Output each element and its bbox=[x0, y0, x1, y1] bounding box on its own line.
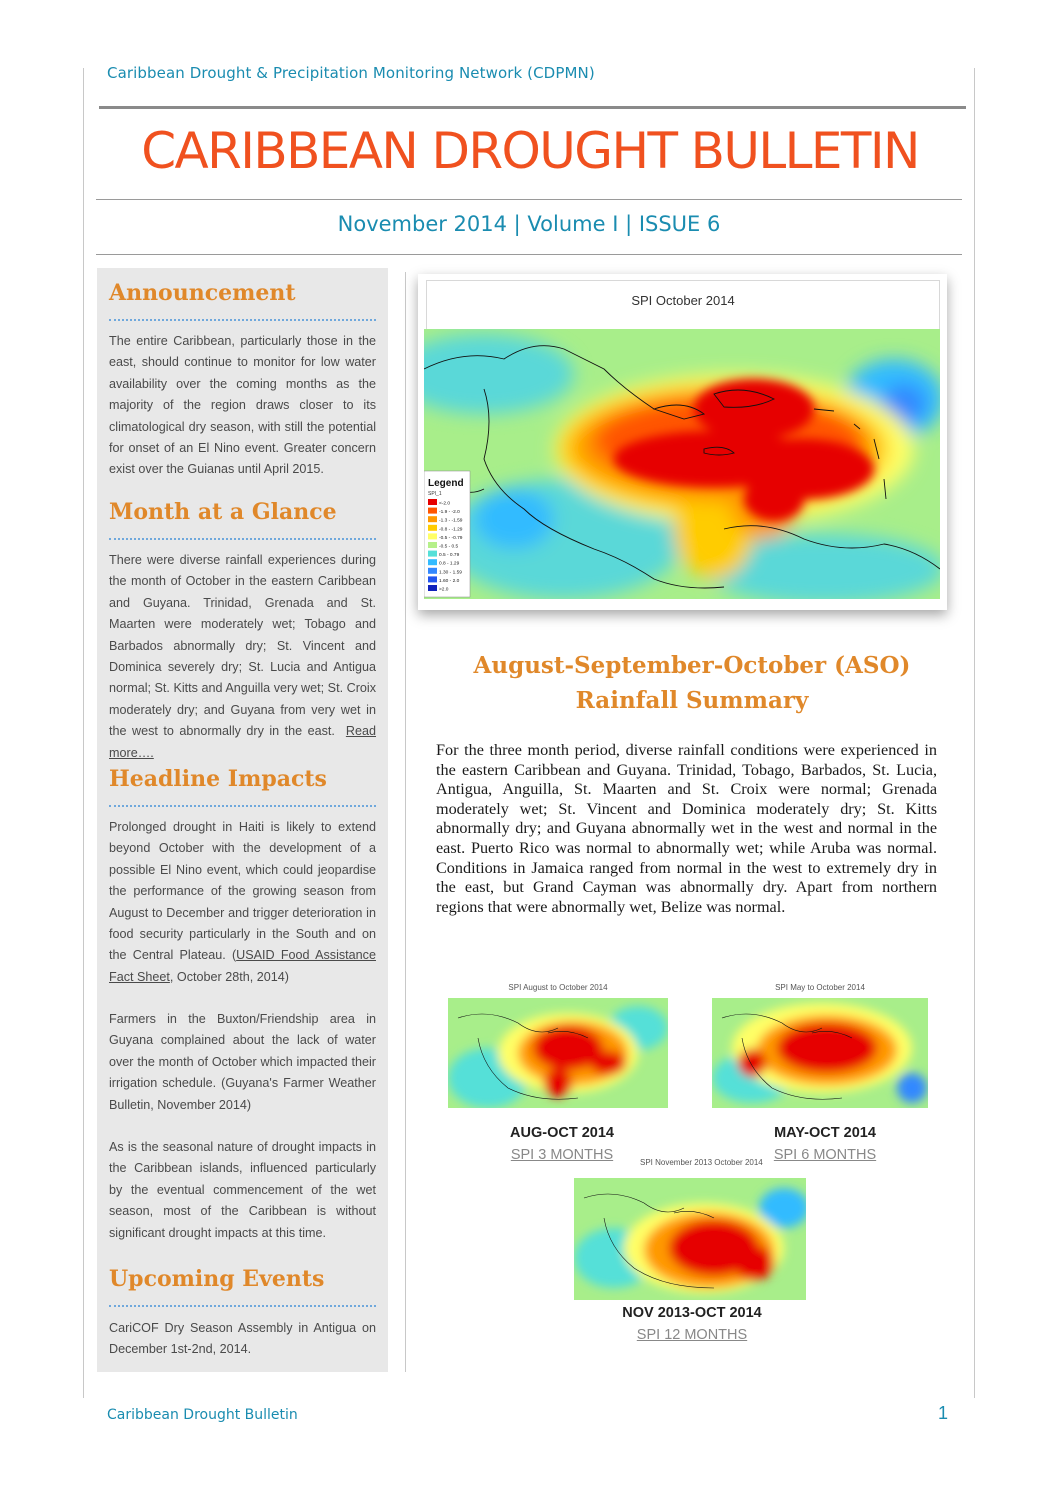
legend-label: -0.5 - -0.79 bbox=[439, 535, 463, 541]
legend-swatch bbox=[428, 516, 437, 522]
legend-swatch bbox=[428, 533, 437, 539]
legend-swatch bbox=[428, 508, 437, 514]
legend-title: Legend bbox=[428, 478, 464, 489]
thumb-caption: SPI November 2013 October 2014 bbox=[640, 1158, 763, 1167]
thumb-may-oct-map bbox=[712, 985, 928, 1108]
legend-label: 0.5 - 0.79 bbox=[439, 553, 460, 559]
page-number: 1 bbox=[938, 1403, 949, 1423]
header-rule bbox=[99, 106, 966, 109]
thumb-aug-oct-map bbox=[448, 985, 668, 1108]
legend-label: -1.3 - -1.59 bbox=[439, 518, 463, 524]
bulletin-title: CARIBBEAN DROUGHT BULLETIN bbox=[141, 122, 919, 180]
thumb-caption: SPI August to October 2014 bbox=[508, 983, 608, 992]
legend-label: -0.5 - 0.5 bbox=[439, 544, 459, 550]
dotted-divider bbox=[109, 319, 376, 321]
headline-text-1 bbox=[109, 817, 376, 988]
legend-field: SPI_1 bbox=[428, 491, 442, 497]
issue-line: November 2014 | Volume I | ISSUE 6 bbox=[337, 212, 721, 236]
legend-label: 1.30 - 1.59 bbox=[439, 570, 462, 576]
divider bbox=[96, 199, 962, 200]
headline-p1: Prolonged drought in Haiti is likely to extend beyond October with the development of a possible El Nino event, which could jeopardise the performance of the growing season from August to December and trigger deterioration in food security particularly in the South and on the Central Plateau. ( bbox=[109, 820, 376, 963]
legend-label: 0.8 - 1.29 bbox=[439, 561, 460, 567]
map-title: SPI October 2014 bbox=[631, 293, 735, 308]
legend-label: <-2.0 bbox=[439, 501, 451, 507]
thumb-heatmap bbox=[712, 998, 928, 1108]
legend-label: -1.9 - -2.0 bbox=[439, 510, 460, 516]
headline-text-3: As is the seasonal nature of drought impacts in the Caribbean islands, influenced particularly by the eventual commencement of the wet season, most of the Caribbean is without significant drought impacts at this time. bbox=[109, 1140, 376, 1240]
sidebar bbox=[97, 268, 388, 1372]
spi-heatmap bbox=[424, 329, 940, 599]
dotted-divider bbox=[109, 1305, 376, 1307]
headline-heading: Headline Impacts bbox=[109, 766, 327, 792]
announcement-heading: Announcement bbox=[109, 280, 296, 306]
headline-text-2: Farmers in the Buxton/Friendship area in Guyana complained about the lack of water over the month of October which impacted their irrigation schedule. (Guyana's Farmer Weather Bulletin, November 2014) bbox=[109, 1012, 376, 1112]
month-heading: Month at a Glance bbox=[109, 499, 337, 525]
legend-swatch bbox=[428, 585, 437, 591]
month-body: There were diverse rainfall experiences during the month of October in the eastern Caribbean and Guyana. Trinidad, Grenada and St. Maarten were moderately wet; Tobago and Barbados abnormally dry; St. Vincent and Dominica severely dry; St. Lucia and Antigua normal; St. Kitts and Anguilla very wet; St. Croix moderately dry; and Guyana from very wet in the west to abnormally dry in the east. bbox=[109, 553, 376, 739]
legend-swatch bbox=[428, 542, 437, 548]
dotted-divider bbox=[109, 805, 376, 807]
thumb-caption: SPI May to October 2014 bbox=[775, 983, 865, 992]
headline-p1-end: , October 28th, 2014) bbox=[169, 969, 289, 984]
thumb-sublink[interactable]: SPI 12 MONTHS bbox=[636, 1327, 748, 1343]
divider bbox=[96, 254, 962, 255]
events-heading: Upcoming Events bbox=[109, 1266, 325, 1292]
thumb-heatmap bbox=[574, 1178, 806, 1300]
network-name: Caribbean Drought & Precipitation Monitoring Network (CDPMN) bbox=[107, 64, 595, 82]
read-more-link[interactable]: Read more…. bbox=[109, 724, 376, 760]
thumb-heatmap bbox=[448, 998, 668, 1108]
legend-label: >2.0 bbox=[439, 587, 449, 593]
dotted-divider bbox=[109, 538, 376, 540]
usaid-link[interactable]: USAID Food Assistance Fact Sheet bbox=[109, 948, 376, 984]
thumb-sublink[interactable]: SPI 3 MONTHS bbox=[510, 1147, 614, 1163]
legend-swatch bbox=[428, 559, 437, 565]
thumb-sublink[interactable]: SPI 6 MONTHS bbox=[773, 1147, 877, 1163]
map-title-box bbox=[426, 280, 940, 330]
legend-swatch bbox=[428, 576, 437, 582]
aso-title: August-September-October (ASO) Rainfall Summary bbox=[473, 652, 911, 714]
legend-swatch bbox=[428, 525, 437, 531]
aso-body: For the three month period, diverse rainfall conditions were experienced in the eastern Caribbean and Guyana. Trinidad, Tobago, Barbados, St. Lucia, Antigua, Anguilla, St. Maarten and St. Croix were normal; Grenada moderately wet; St. Vincent and Dominica moderately dry; St. Kitts abnormally dry; and Guyana abnormally wet in the west and normal in the east. Puerto Rico was normal to abnormally wet; while Aruba was normal. Conditions in Jamaica ranged from normal in the west to extremely dry in the east, but Grand Cayman was abnormally dry. Apart from northern regions that were abnormally wet, Belize was normal. bbox=[436, 741, 937, 916]
month-text bbox=[109, 550, 376, 764]
spi-october-map bbox=[418, 274, 947, 610]
legend-label: 1.60 - 2.0 bbox=[439, 578, 460, 584]
footer-text: Caribbean Drought Bulletin bbox=[107, 1407, 298, 1423]
thumb-label: MAY-OCT 2014 bbox=[774, 1125, 876, 1141]
events-text: CariCOF Dry Season Assembly in Antigua on December 1st-2nd, 2014. bbox=[109, 1321, 376, 1357]
thumb-nov-oct-map bbox=[574, 1160, 806, 1300]
thumb-label: NOV 2013-OCT 2014 bbox=[622, 1305, 762, 1321]
legend-swatch bbox=[428, 499, 437, 505]
announcement-text: The entire Caribbean, particularly those in the east, should continue to monitor for low water availability over the coming months as the majority of the region draws closer to its climatological dry season, with still the potential for onset of an El Nino event. Greater concern exist over the Guianas until April 2015. bbox=[109, 334, 376, 477]
legend-swatch bbox=[428, 568, 437, 574]
legend-label: -0.8 - -1.29 bbox=[439, 527, 463, 533]
thumb-label: AUG-OCT 2014 bbox=[510, 1125, 614, 1141]
legend-swatch bbox=[428, 551, 437, 557]
